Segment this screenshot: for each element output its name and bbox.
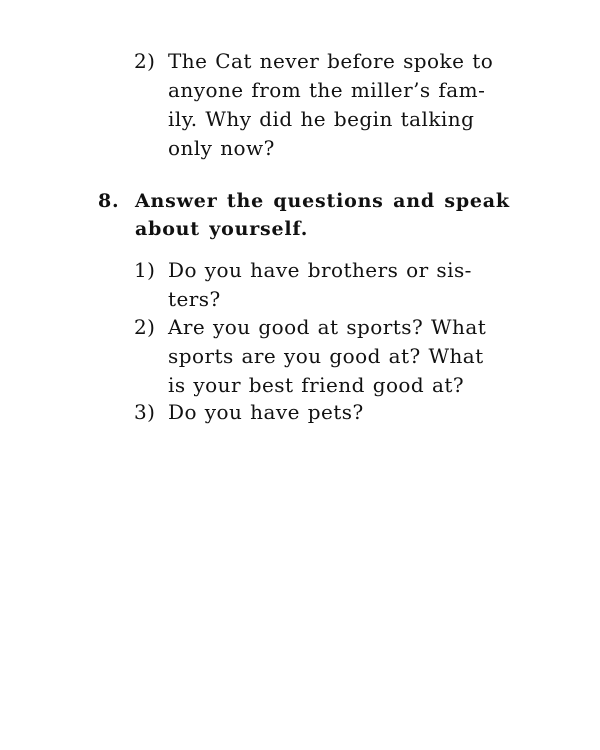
- prev-question-line: anyone from the miller’s fam-: [168, 78, 486, 102]
- question-line: Do you have brothers or sis-: [168, 258, 472, 282]
- prev-question-number: 2): [134, 49, 156, 73]
- question-line: Do you have pets?: [168, 400, 364, 424]
- prev-question-line: only now?: [168, 136, 275, 160]
- question-number: 3): [134, 400, 156, 424]
- task-number: 8.: [98, 190, 120, 212]
- question-line: Are you good at sports? What: [168, 315, 487, 339]
- question-line: is your best friend good at?: [168, 373, 465, 397]
- task-instruction-line: Answer the questions and speak: [135, 190, 510, 212]
- task-instruction-line: about yourself.: [135, 218, 309, 240]
- prev-question-line: The Cat never before spoke to: [168, 49, 494, 73]
- question-line: ters?: [168, 287, 221, 311]
- question-number: 1): [134, 258, 156, 282]
- question-line: sports are you good at? What: [168, 344, 484, 368]
- question-number: 2): [134, 315, 156, 339]
- prev-question-line: ily. Why did he begin talking: [168, 107, 475, 131]
